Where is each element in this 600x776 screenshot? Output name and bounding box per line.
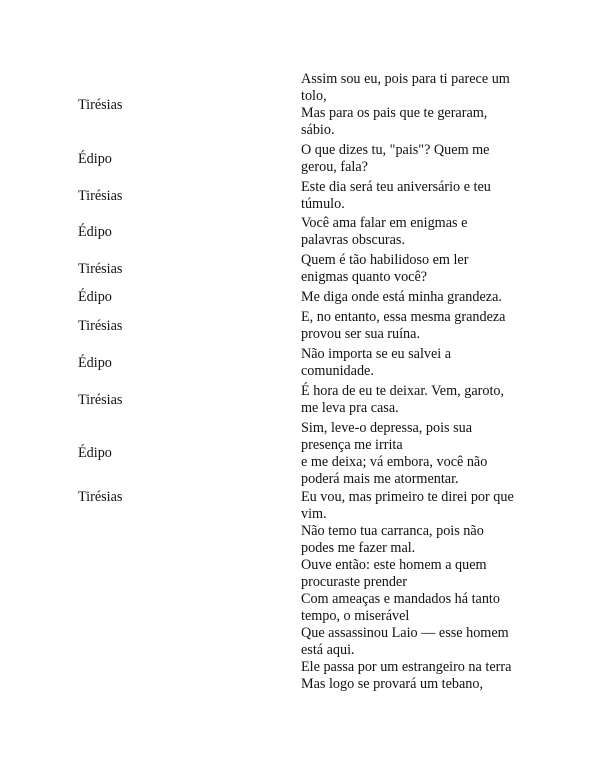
speech-text (301, 346, 541, 380)
speech-line: enigmas quanto você? (301, 269, 428, 285)
speaker-name: Édipo (78, 289, 112, 305)
speech-line: Quem é tão habilidoso em ler (301, 252, 469, 268)
speech-line: vim. (301, 506, 327, 522)
speech-line: gerou, fala? (301, 159, 368, 175)
speech-line: O que dizes tu, "pais"? Quem me (301, 142, 490, 158)
speech-line: presença me irrita (301, 437, 403, 453)
speech-line: Não importa se eu salvei a (301, 346, 452, 362)
speech-line: palavras obscuras. (301, 232, 406, 248)
speech-text (301, 309, 541, 343)
speech-text (301, 215, 541, 249)
speech-text (301, 252, 541, 286)
speech-line: Você ama falar em enigmas e (301, 215, 468, 231)
speech-text (301, 383, 541, 417)
speech-line: Mas logo se provará um tebano, (301, 676, 484, 692)
speech-line: me leva pra casa. (301, 400, 399, 416)
speech-line: Com ameaças e mandados há tanto (301, 591, 500, 607)
speaker-name: Tirésias (78, 489, 123, 505)
speaker-name: Édipo (78, 445, 112, 461)
speech-text (301, 289, 541, 306)
speech-text (301, 179, 541, 213)
speaker-name: Tirésias (78, 188, 123, 204)
speech-line: e me deixa; vá embora, você não (301, 454, 488, 470)
speaker-name: Tirésias (78, 97, 123, 113)
speech-line: comunidade. (301, 363, 374, 379)
speech-line: Me diga onde está minha grandeza. (301, 289, 502, 305)
speech-line: procuraste prender (301, 574, 407, 590)
speech-line: Assim sou eu, pois para ti parece um (301, 71, 510, 87)
speech-line: Ouve então: este homem a quem (301, 557, 487, 573)
speaker-name: Tirésias (78, 392, 123, 408)
speech-line: É hora de eu te deixar. Vem, garoto, (301, 383, 505, 399)
speech-line: E, no entanto, essa mesma grandeza (301, 309, 506, 325)
speech-line: Este dia será teu aniversário e teu (301, 179, 491, 195)
speech-line: tempo, o miserável (301, 608, 410, 624)
speech-text (301, 71, 541, 139)
speech-line: Não temo tua carranca, pois não (301, 523, 484, 539)
speech-text (301, 142, 541, 176)
speech-line: Eu vou, mas primeiro te direi por que (301, 489, 514, 505)
speech-line: provou ser sua ruína. (301, 326, 420, 342)
speech-line: Sim, leve-o depressa, pois sua (301, 420, 473, 436)
speaker-name: Tirésias (78, 318, 123, 334)
speaker-name: Édipo (78, 224, 112, 240)
speech-line: sábio. (301, 122, 335, 138)
speech-text (301, 489, 541, 693)
speech-line: está aqui. (301, 642, 355, 658)
speaker-name: Tirésias (78, 261, 123, 277)
speaker-name: Édipo (78, 151, 112, 167)
speech-line: Ele passa por um estrangeiro na terra (301, 659, 512, 675)
speech-line: podes me fazer mal. (301, 540, 416, 556)
speech-line: Que assassinou Laio — esse homem (301, 625, 509, 641)
speech-line: túmulo. (301, 196, 345, 212)
speech-line: Mas para os pais que te geraram, (301, 105, 488, 121)
speech-text (301, 420, 541, 488)
speaker-name: Édipo (78, 355, 112, 371)
speech-line: poderá mais me atormentar. (301, 471, 459, 487)
speech-line: tolo, (301, 88, 327, 104)
